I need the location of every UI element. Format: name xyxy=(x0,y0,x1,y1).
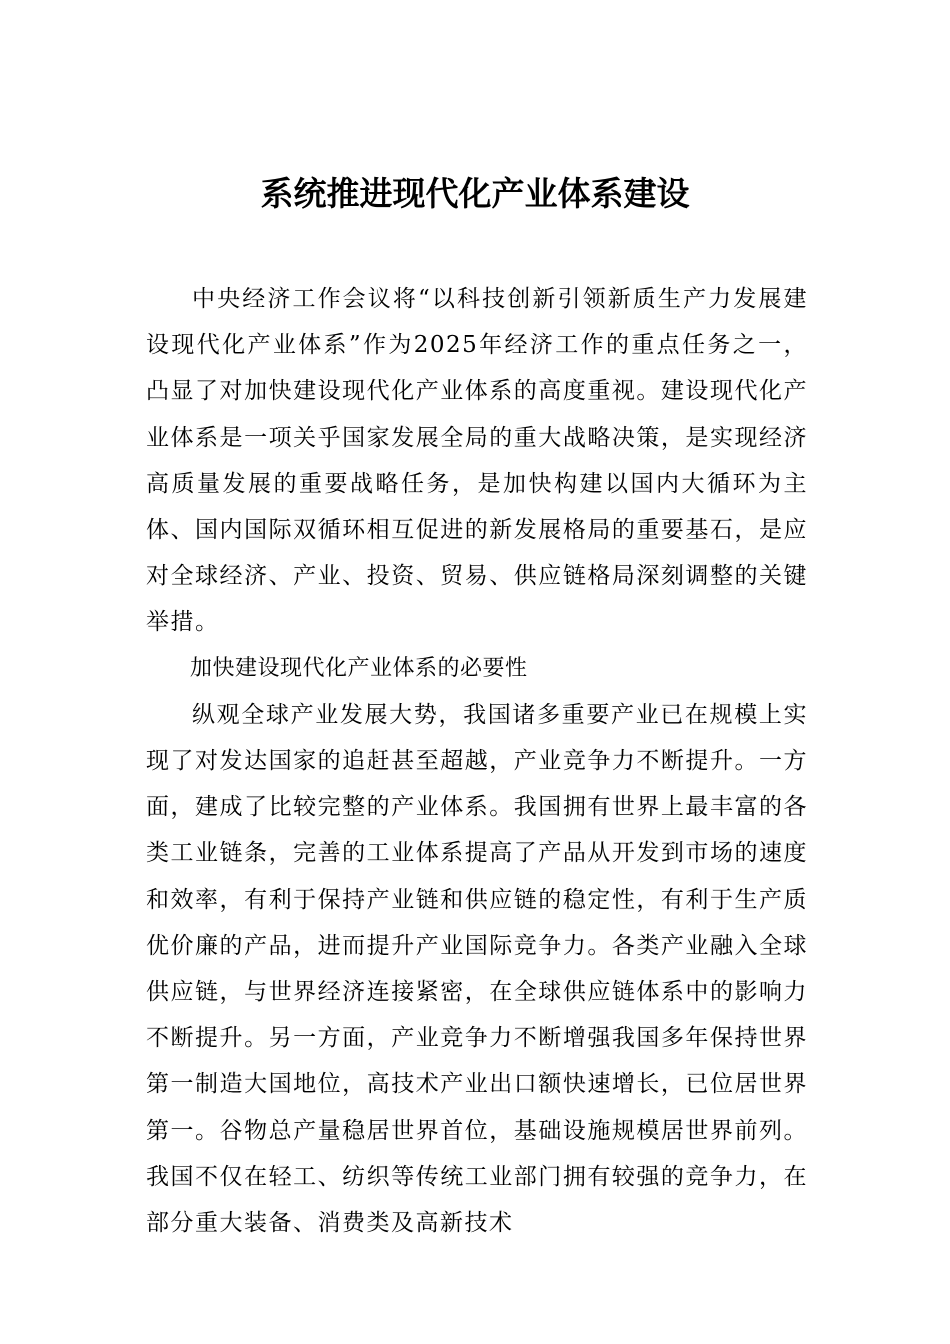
section-paragraph: 纵观全球产业发展大势，我国诸多重要产业已在规模上实现了对发达国家的追赶甚至超越，产业竞争力不断提升。一方面，建成了比较完整的产业体系。我国拥有世界上最丰富的各类工业链条，完善的工业体系提高了产品从开发到市场的速度和效率，有利于保持产业链和供应链的稳定性，有利于生产质优价廉的产品，进而提升产业国际竞争力。各类产业融入全球供应链，与世界经济连接紧密，在全球供应链体系中的影响力不断提升。另一方面，产业竞争力不断增强我国多年保持世界第一制造大国地位，高技术产业出口额快速增长，已位居世界第一。谷物总产量稳居世界首位，基础设施规模居世界前列。我国不仅在轻工、纺织等传统工业部门拥有较强的竞争力，在部分重大装备、消费类及高新技术 xyxy=(146,701,808,1237)
document-body xyxy=(146,276,808,1246)
document-title: 系统推进现代化产业体系建设 xyxy=(260,174,690,213)
section-heading: 加快建设现代化产业体系的必要性 xyxy=(190,655,528,681)
intro-paragraph: 中央经济工作会议将“以科技创新引领新质生产力发展建设现代化产业体系”作为2025年经济工作的重点任务之一，凸显了对加快建设现代化产业体系的高度重视。建设现代化产业体系是一项关乎国家发展全局的重大战略决策，是实现经济高质量发展的重要战略任务，是加快构建以国内大循环为主体、国内国际双循环相互促进的新发展格局的重要基石，是应对全球经济、产业、投资、贸易、供应链格局深刻调整的关键举措。 xyxy=(146,286,808,636)
